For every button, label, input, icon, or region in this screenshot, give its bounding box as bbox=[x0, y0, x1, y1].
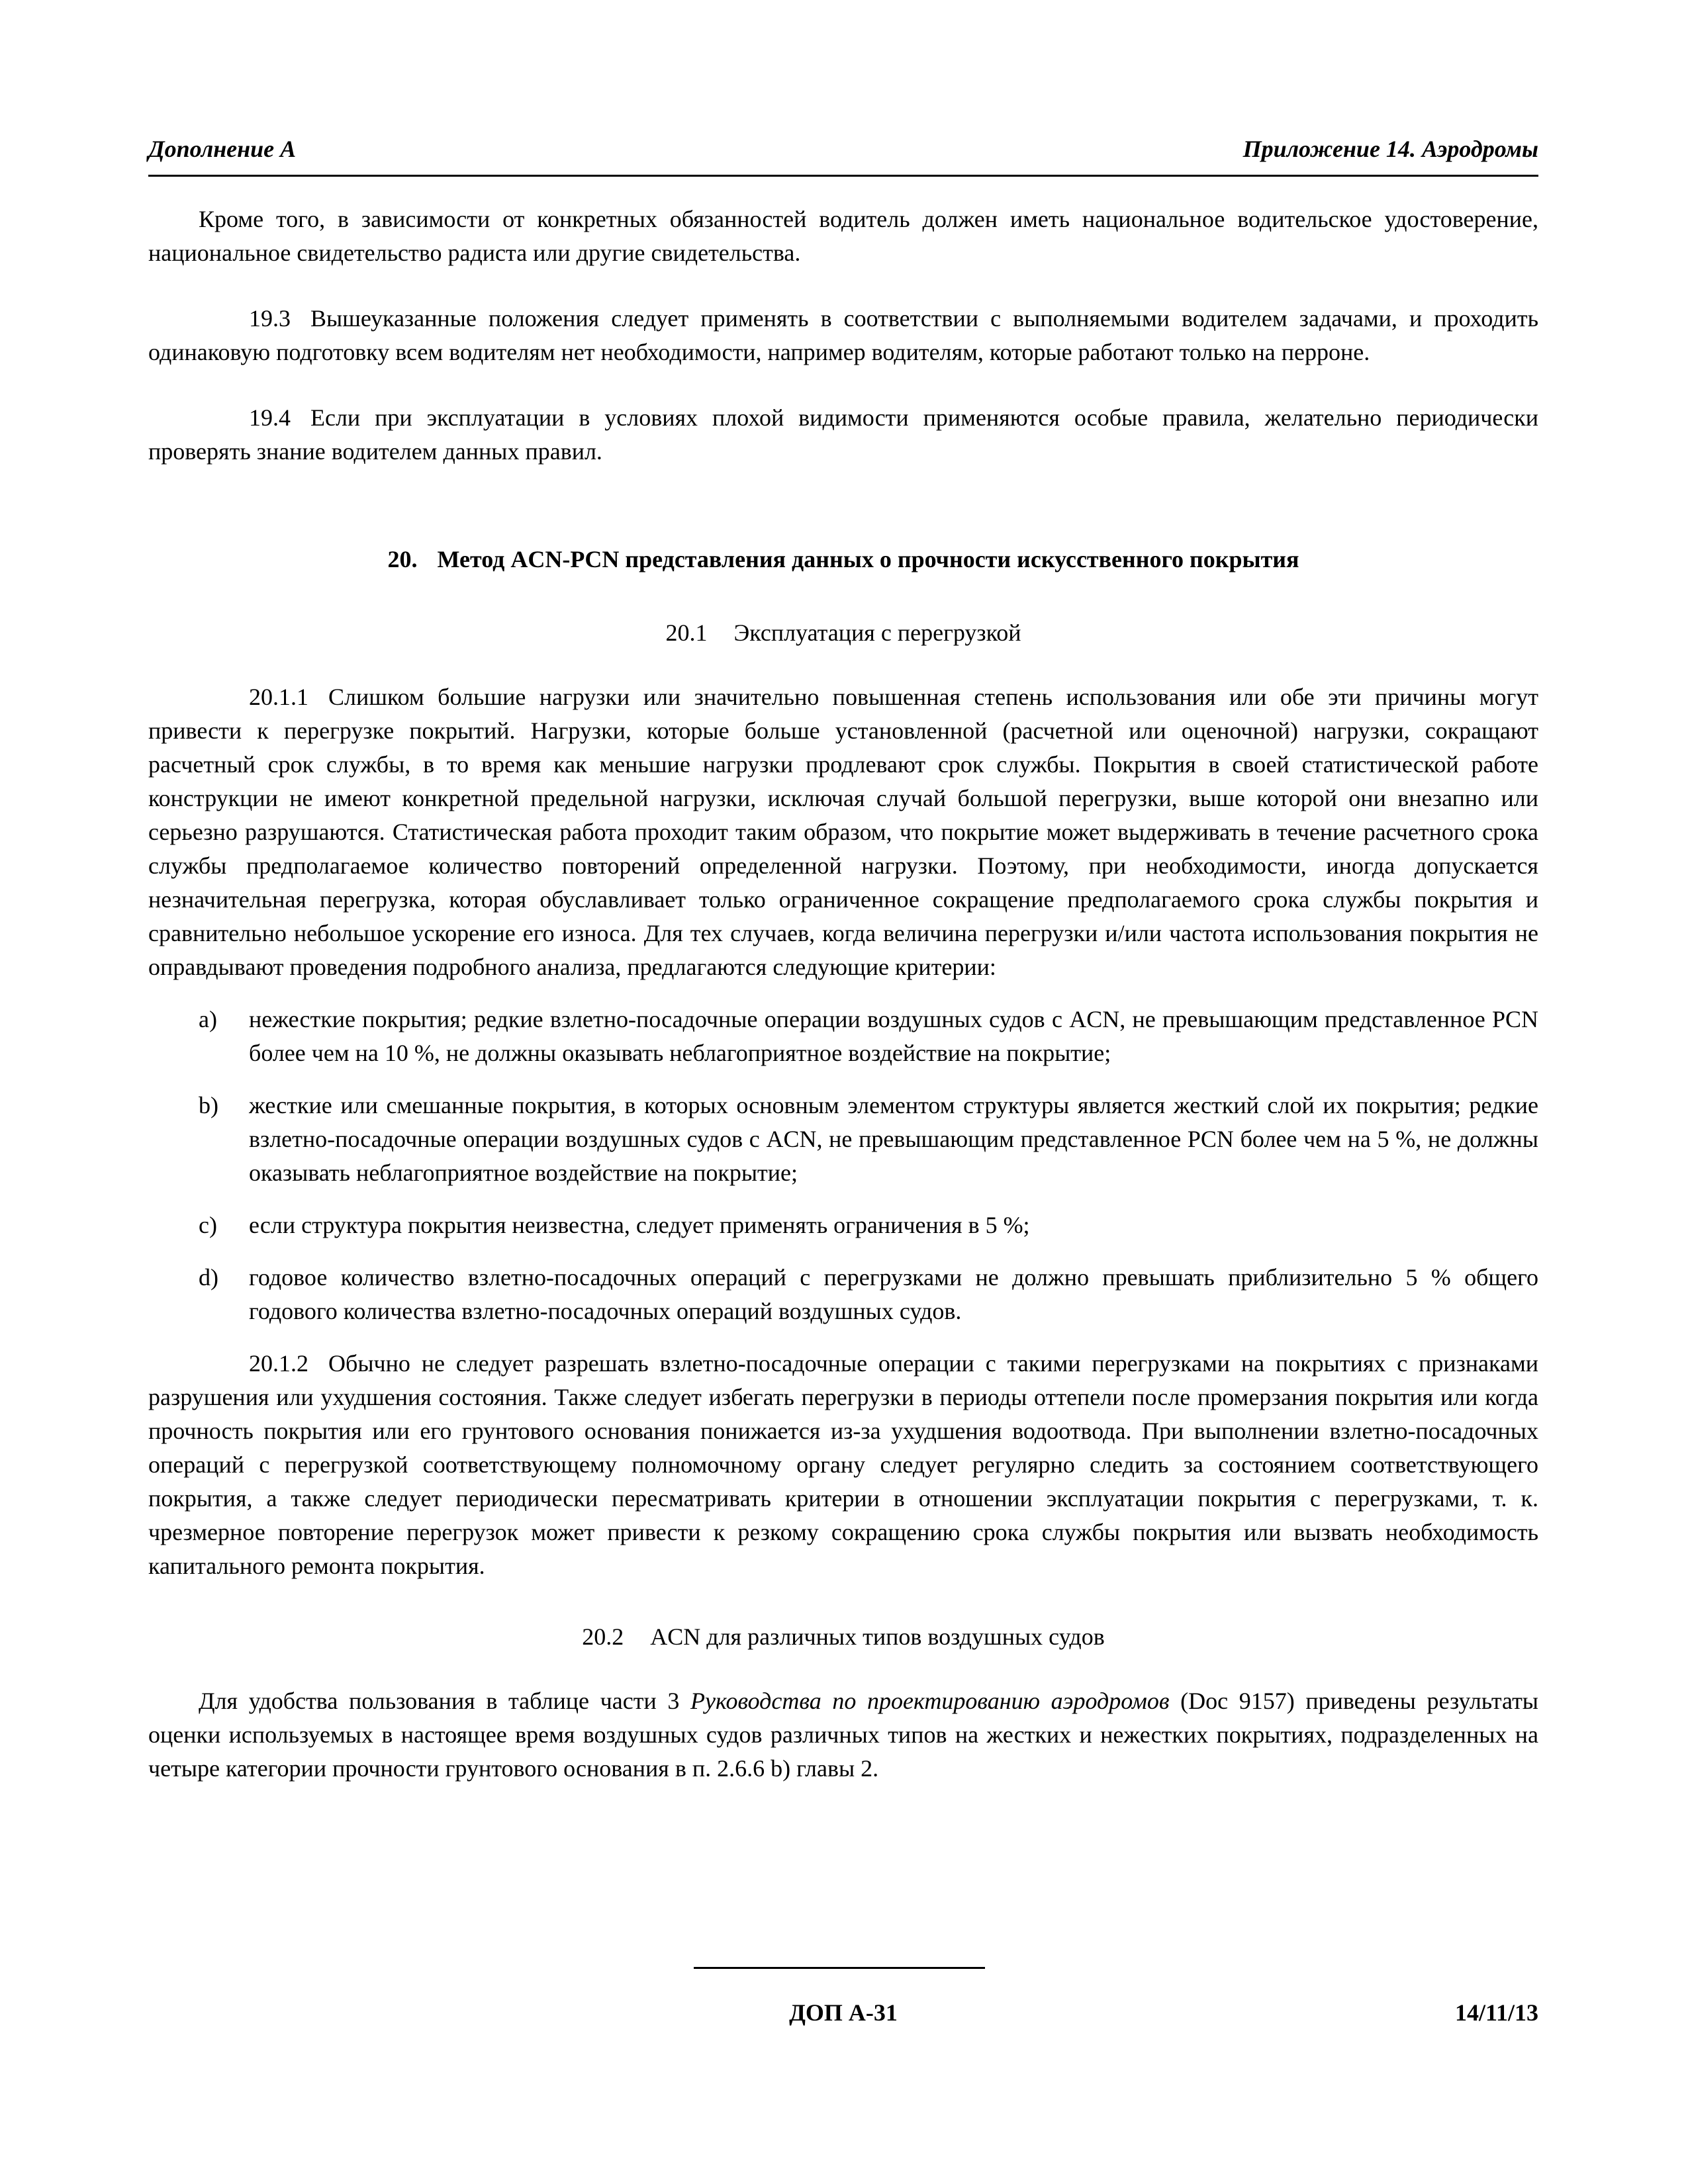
list-text: годовое количество взлетно-посадочных операций с перегрузками не должно превышать приблизительно 5 % общего годового количества взлетно-посадочных операций воздушных судов. bbox=[249, 1264, 1538, 1324]
paragraph-number: 20.1.1 bbox=[249, 684, 308, 710]
list-item bbox=[148, 1089, 1538, 1190]
list-marker: a) bbox=[199, 1006, 217, 1032]
subsection-heading-20-2 bbox=[148, 1620, 1538, 1654]
paragraph-20-2 bbox=[148, 1684, 1538, 1786]
doc-title: Руководства по проектированию аэродромов bbox=[690, 1688, 1170, 1714]
list-text: жесткие или смешанные покрытия, в которых основным элементом структуры является жесткий слой их покрытия; редкие взлетно-посадочные операции воздушных судов с ACN, не превышающим представленное PCN более чем на 5 %, не должны оказывать неблагоприятное воздействие на покрытие; bbox=[249, 1092, 1538, 1186]
list-item bbox=[148, 1261, 1538, 1328]
paragraph-19-4 bbox=[148, 401, 1538, 469]
criteria-list bbox=[148, 1003, 1538, 1328]
paragraph-19-3 bbox=[148, 302, 1538, 369]
footer-page-number: ДОП A-31 bbox=[789, 1999, 898, 2026]
list-text: нежесткие покрытия; редкие взлетно-посадочные операции воздушных судов с ACN, не превышающим представленное PCN более чем на 10 %, не должны оказывать неблагоприятное воздействие на покрытие; bbox=[249, 1006, 1538, 1066]
subsection-number: 20.2 bbox=[582, 1623, 624, 1650]
page-body bbox=[148, 203, 1538, 1786]
paragraph-number: 19.4 bbox=[249, 404, 291, 431]
paragraph-text: Слишком большие нагрузки или значительно повышенная степень использования или обе эти причины могут привести к перегрузке покрытий. Нагрузки, которые больше установленной (расчетной или оценочной) нагрузки, сокращают расчетный срок службы, в то время как меньшие нагрузки продлевают срок службы. Покрытия в своей статистической работе конструкции не имеют конкретной предельной нагрузки, исключая случай большой перегрузки, выше которой они внезапно или серьезно разрушаются. Статистическая работа проходит таким образом, что покрытие может выдерживать в течение расчетного срока службы предполагаемое количество повторений определенной нагрузки. Поэтому, при необходимости, иногда допускается незначительная перегрузка, которая обуславливает только ограниченное сокращение предполагаемого срока службы покрытия и сравнительно небольшое ускорение его износа. Для тех случаев, когда величина перегрузки и/или частота использования покрытия не оправдывают проведения подробного анализа, предлагаются следующие критерии: bbox=[148, 684, 1538, 980]
footer-date: 14/11/13 bbox=[1454, 1999, 1538, 2026]
paragraph-number: 19.3 bbox=[249, 305, 291, 332]
header-left: Дополнение A bbox=[148, 136, 297, 162]
paragraph-text: Обычно не следует разрешать взлетно-посадочные операции с такими перегрузками на покрытиях с признаками разрушения или ухудшения состояния. Также следует избегать перегрузки в периоды оттепели после промерзания покрытия или когда прочность покрытия или его грунтового основания понижается из-за ухудшения водоотвода. При выполнении взлетно-посадочных операций с перегрузкой соответствующему полномочному органу следует регулярно следить за состоянием соответствующего покрытия, а также следует периодически пересматривать критерии в отношении эксплуатации покрытия с перегрузками, т. к. чрезмерное повторение перегрузок может привести к резкому сокращению срока службы покрытия или вызвать необходимость капитального ремонта покрытия. bbox=[148, 1350, 1538, 1579]
footer-rule bbox=[694, 1967, 985, 1969]
list-text: если структура покрытия неизвестна, следует применять ограничения в 5 %; bbox=[249, 1212, 1030, 1238]
list-marker: d) bbox=[199, 1264, 218, 1291]
paragraph-text: Если при эксплуатации в условиях плохой видимости применяются особые правила, желательно периодически проверять знание водителем данных правил. bbox=[148, 404, 1538, 465]
subsection-title: ACN для различных типов воздушных судов bbox=[650, 1623, 1105, 1650]
paragraph-20-1-2 bbox=[148, 1347, 1538, 1583]
paragraph-number: 20.1.2 bbox=[249, 1350, 308, 1377]
page-footer bbox=[148, 1999, 1538, 2032]
page-header bbox=[148, 132, 1538, 177]
list-item bbox=[148, 1208, 1538, 1242]
subsection-number: 20.1 bbox=[665, 619, 708, 646]
paragraph-text: Для удобства пользования в таблице части 3 bbox=[199, 1688, 691, 1714]
list-item bbox=[148, 1003, 1538, 1070]
paragraph-intro: Кроме того, в зависимости от конкретных обязанностей водитель должен иметь национальное водительское удостоверение, национальное свидетельство радиста или другие свидетельства. bbox=[148, 206, 1538, 266]
paragraph-20-1-1 bbox=[148, 680, 1538, 984]
subsection-title: Эксплуатация с перегрузкой bbox=[733, 619, 1021, 646]
paragraph-text: (Doc 9157) приведены результаты оценки используемых в настоящее время воздушных судов различных типов на жестких и нежестких покрытиях, подразделенных на четыре категории прочности грунтового основания в п. 2.6.6 b) главы 2. bbox=[148, 1688, 1538, 1782]
section-number: 20. bbox=[387, 546, 418, 572]
paragraph-text: Вышеуказанные положения следует применять в соответствии с выполняемыми водителем задачами, и проходить одинаковую подготовку всем водителям нет необходимости, например водителям, которые работают только на перроне. bbox=[148, 305, 1538, 365]
header-right: Приложение 14. Аэродромы bbox=[1243, 136, 1538, 162]
section-title: Метод ACN-PCN представления данных о прочности искусственного покрытия bbox=[437, 546, 1299, 572]
list-marker: b) bbox=[199, 1092, 218, 1118]
list-marker: c) bbox=[199, 1212, 217, 1238]
subsection-heading-20-1 bbox=[148, 616, 1538, 650]
section-heading-20 bbox=[148, 543, 1538, 576]
